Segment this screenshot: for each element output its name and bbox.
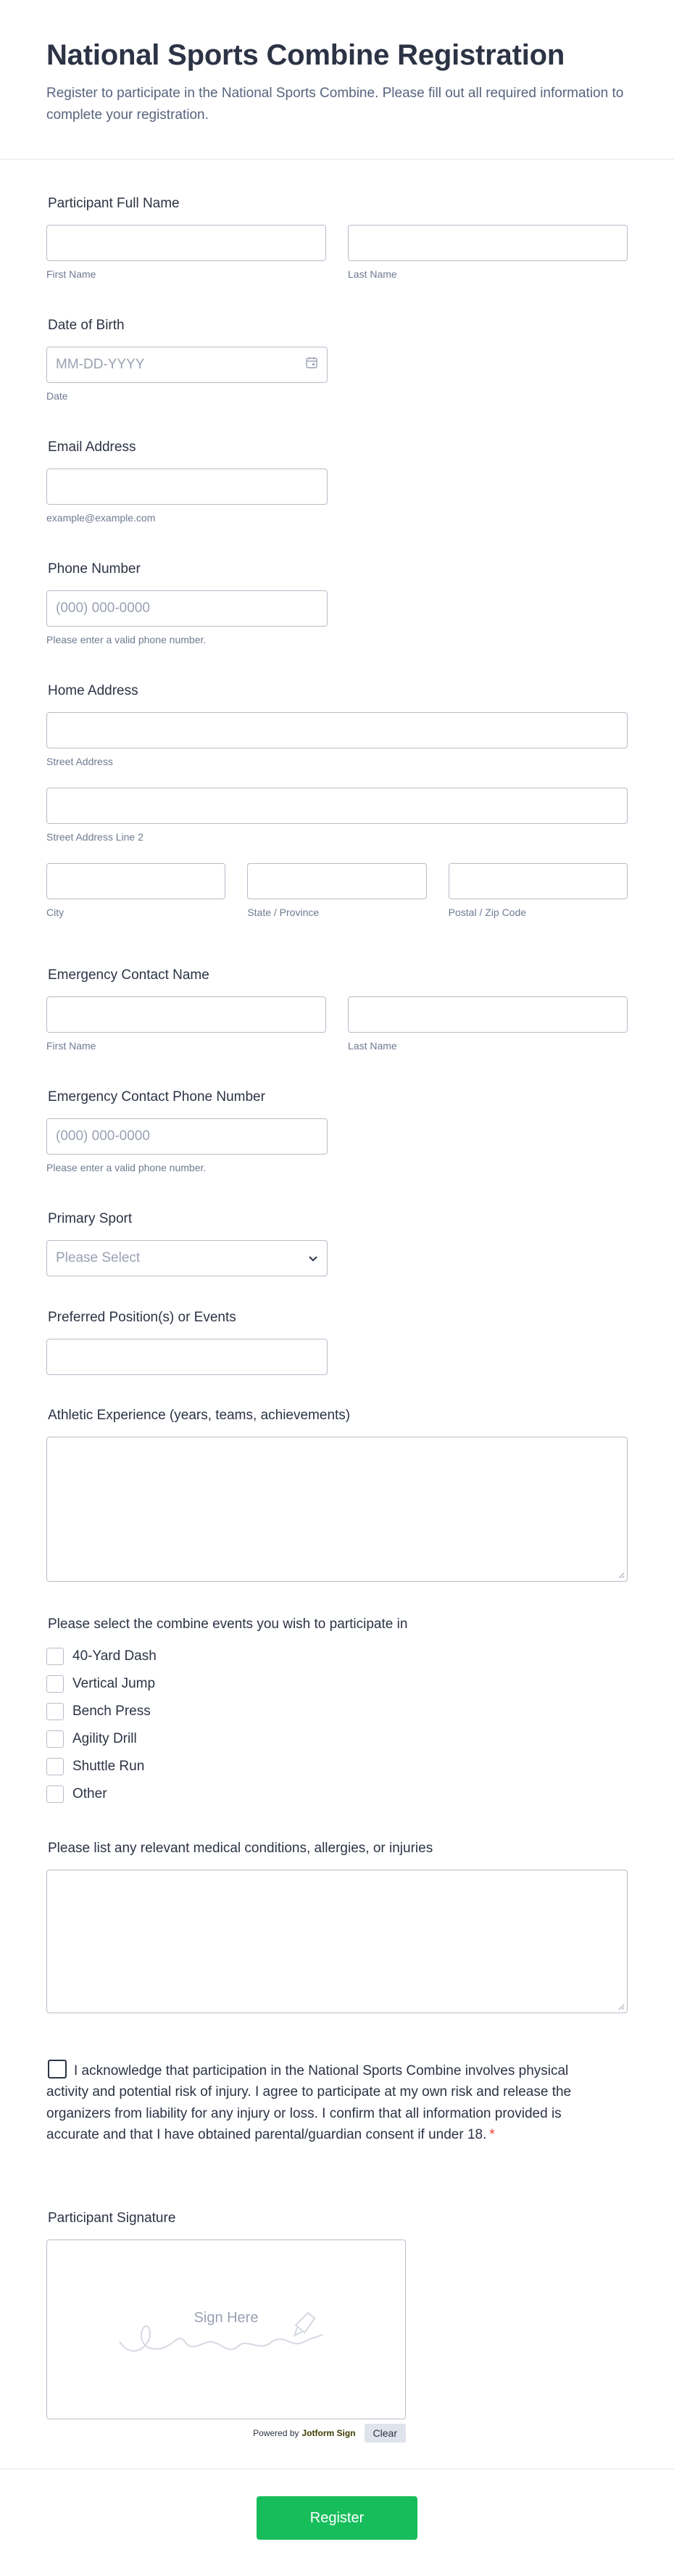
date-of-birth-label: Date of Birth: [48, 318, 125, 333]
checkbox[interactable]: [46, 1786, 64, 1803]
participant-last-name-sublabel: Last Name: [348, 268, 397, 280]
emergency-phone-sublabel: Please enter a valid phone number.: [46, 1162, 207, 1173]
jotform-sign-brand: Jotform Sign: [301, 2428, 356, 2438]
form-title: National Sports Combine Registration: [46, 39, 565, 71]
street-address-input[interactable]: [46, 712, 628, 748]
phone-sublabel: Please enter a valid phone number.: [46, 634, 207, 645]
email-input[interactable]: [46, 468, 328, 505]
home-address-label: Home Address: [48, 683, 138, 698]
combine-events-options: [46, 1643, 628, 1808]
date-of-birth-field: [46, 318, 628, 402]
medical-field: [46, 1841, 628, 2013]
form-header: [0, 0, 674, 160]
date-of-birth-sublabel: Date: [46, 390, 68, 402]
phone-placeholder: (000) 000-0000: [56, 600, 150, 616]
experience-textarea[interactable]: [46, 1437, 628, 1582]
resize-handle-icon[interactable]: [618, 1572, 625, 1579]
street-address-line2-input[interactable]: [46, 788, 628, 824]
emergency-phone-placeholder: (000) 000-0000: [56, 1128, 150, 1144]
event-option-other[interactable]: Other: [46, 1780, 628, 1808]
acknowledgement-checkbox[interactable]: [48, 2060, 67, 2078]
emergency-name-label: Emergency Contact Name: [48, 967, 209, 983]
checkbox[interactable]: [46, 1703, 64, 1720]
participant-name-label: Participant Full Name: [48, 196, 180, 211]
medical-label: Please list any relevant medical conditions, allergies, or injuries: [48, 1841, 433, 1856]
city-input[interactable]: [46, 863, 225, 899]
powered-by-text: Powered by: [253, 2428, 299, 2438]
register-button[interactable]: Register: [257, 2496, 417, 2540]
experience-field: [46, 1408, 628, 1582]
emergency-phone-input[interactable]: [46, 1118, 328, 1155]
date-of-birth-placeholder: MM-DD-YYYY: [56, 357, 145, 372]
emergency-name-field: [46, 967, 628, 1052]
checkbox[interactable]: [46, 1648, 64, 1665]
event-option-vertical-jump[interactable]: Vertical Jump: [46, 1670, 628, 1698]
chevron-down-icon: [308, 1250, 318, 1266]
positions-field: [46, 1310, 628, 1375]
emergency-last-name-input[interactable]: [348, 996, 628, 1033]
phone-label: Phone Number: [48, 561, 141, 577]
signature-field: [46, 2210, 628, 2443]
event-option-40-yard-dash[interactable]: 40-Yard Dash: [46, 1643, 628, 1670]
experience-label: Athletic Experience (years, teams, achievements): [48, 1408, 351, 1423]
emergency-phone-label: Emergency Contact Phone Number: [48, 1089, 265, 1105]
emergency-first-name-sublabel: First Name: [46, 1040, 96, 1052]
checkbox[interactable]: [46, 1758, 64, 1775]
email-field: [46, 439, 628, 524]
calendar-icon[interactable]: [305, 356, 318, 373]
home-address-field: [46, 683, 628, 918]
participant-last-name-input[interactable]: [348, 225, 628, 261]
checkbox[interactable]: [46, 1675, 64, 1693]
form-description: Register to participate in the National Sports Combine. Please fill out all required information to complete your registration.: [46, 86, 624, 123]
form-footer: [0, 2469, 674, 2576]
date-of-birth-input[interactable]: [46, 347, 328, 383]
positions-input[interactable]: [46, 1339, 328, 1375]
participant-name-field: [46, 196, 628, 280]
state-sublabel: State / Province: [247, 907, 320, 918]
event-option-shuttle-run[interactable]: Shuttle Run: [46, 1753, 628, 1780]
medical-textarea[interactable]: [46, 1870, 628, 2013]
street-address-sublabel: Street Address: [46, 756, 113, 767]
phone-field: [46, 561, 628, 645]
acknowledgement-field: [46, 2060, 628, 2146]
primary-sport-field: [46, 1211, 628, 1276]
acknowledgement-checkbox-row[interactable]: [46, 2060, 575, 2146]
acknowledgement-text: I acknowledge that participation in the National Sports Combine involves physical activity and potential risk of injury. I agree to participate at my own risk and release the organizers from liability for any injury or loss. I confirm that all information provided is accurate and that I have obtained parental/guardian consent if under 18.: [46, 2063, 572, 2143]
city-sublabel: City: [46, 907, 65, 918]
emergency-last-name-sublabel: Last Name: [348, 1040, 397, 1052]
combine-events-label: Please select the combine events you wish to participate in: [48, 1617, 408, 1632]
street-address-line2-sublabel: Street Address Line 2: [46, 831, 143, 843]
signature-pad[interactable]: [46, 2239, 406, 2419]
positions-label: Preferred Position(s) or Events: [48, 1310, 236, 1325]
participant-first-name-input[interactable]: [46, 225, 326, 261]
checkbox[interactable]: [46, 1730, 64, 1748]
signature-footer: [46, 2424, 406, 2443]
signature-scribble-icon: [47, 2240, 407, 2420]
zip-input[interactable]: [449, 863, 628, 899]
email-label: Email Address: [48, 439, 136, 455]
emergency-phone-field: [46, 1089, 628, 1173]
participant-first-name-sublabel: First Name: [46, 268, 96, 280]
signature-label: Participant Signature: [48, 2210, 176, 2226]
primary-sport-placeholder: Please Select: [56, 1250, 141, 1266]
emergency-first-name-input[interactable]: [46, 996, 326, 1033]
resize-handle-icon[interactable]: [618, 2004, 625, 2010]
signature-placeholder: Sign Here: [194, 2310, 259, 2326]
state-input[interactable]: [247, 863, 426, 899]
primary-sport-select[interactable]: [46, 1240, 328, 1276]
clear-signature-button[interactable]: Clear: [365, 2424, 406, 2443]
phone-input[interactable]: [46, 590, 328, 627]
required-marker: *: [489, 2127, 495, 2143]
event-option-agility-drill[interactable]: Agility Drill: [46, 1725, 628, 1753]
event-option-bench-press[interactable]: Bench Press: [46, 1698, 628, 1725]
primary-sport-label: Primary Sport: [48, 1211, 133, 1226]
email-sublabel: example@example.com: [46, 512, 156, 524]
combine-events-field: [46, 1617, 628, 1808]
zip-sublabel: Postal / Zip Code: [448, 907, 527, 918]
